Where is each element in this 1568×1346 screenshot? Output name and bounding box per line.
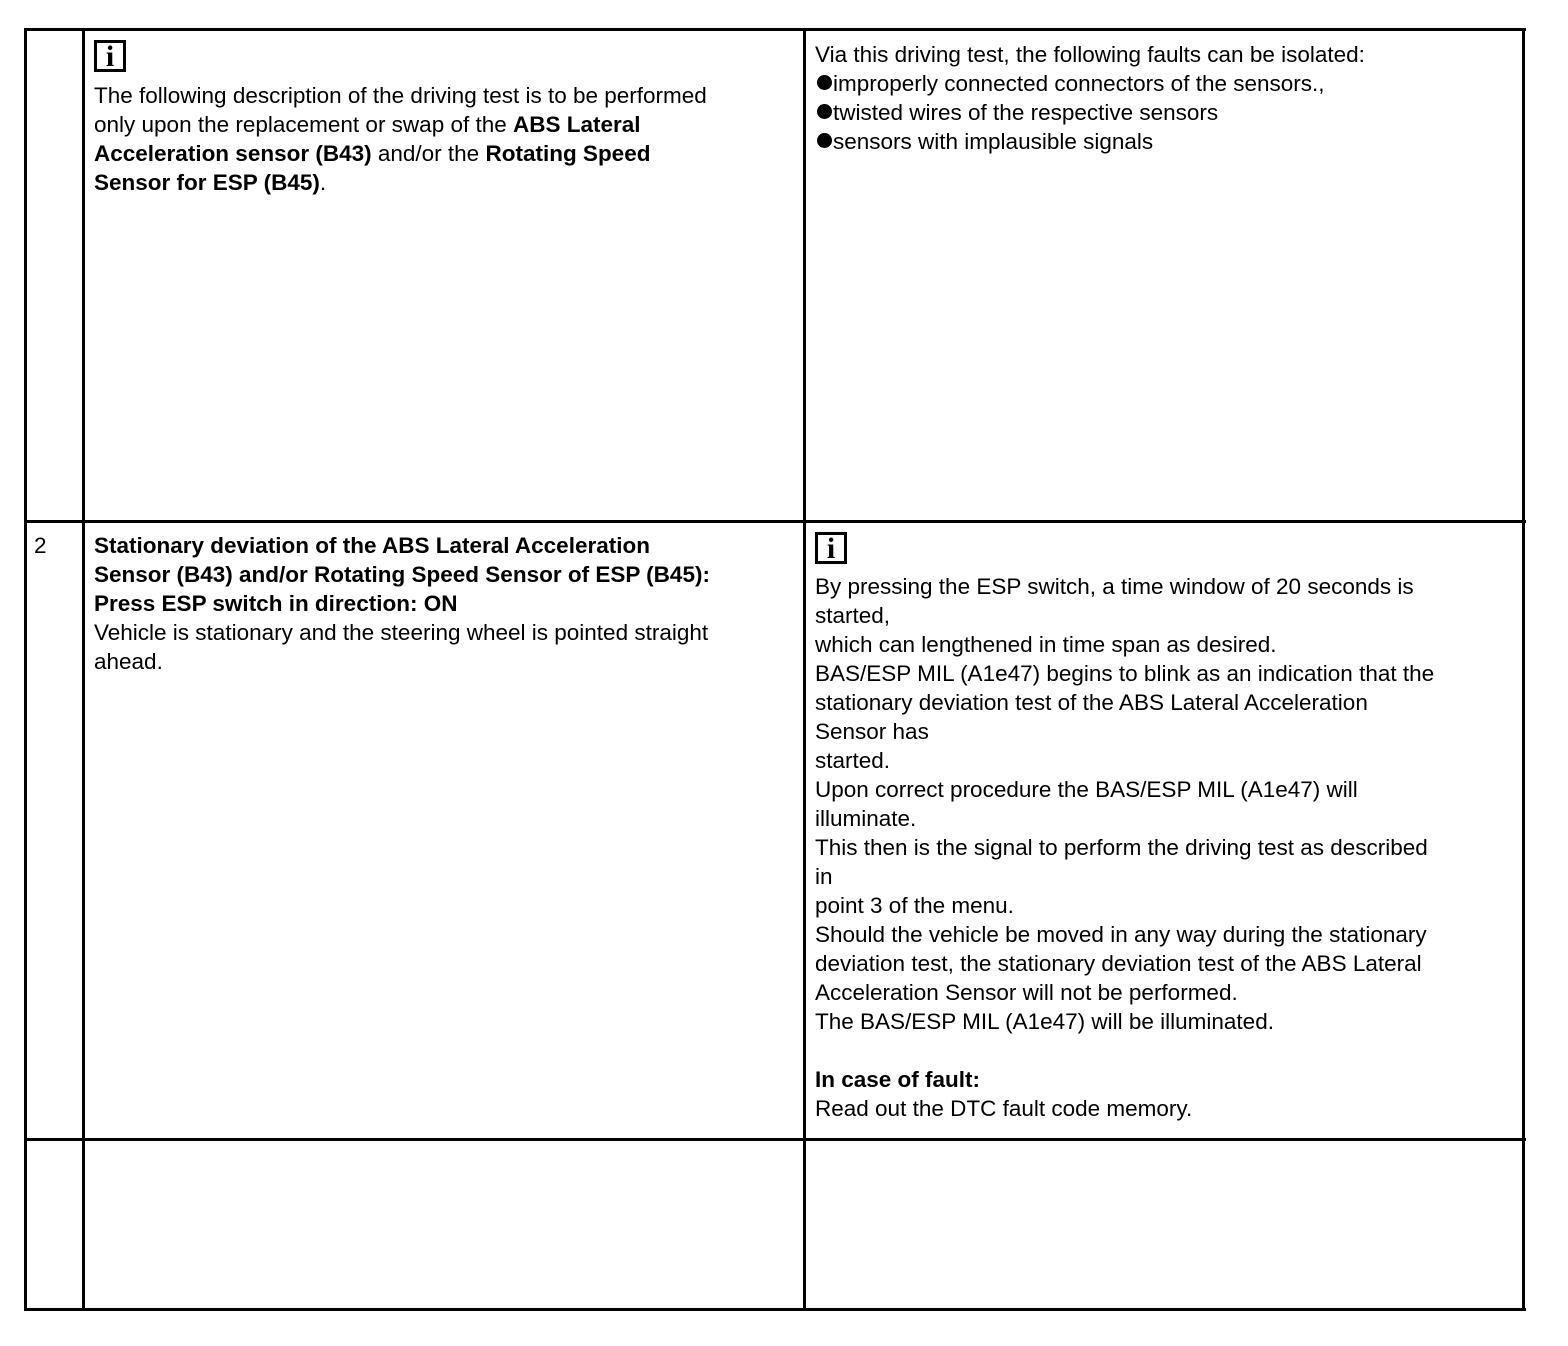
row1-description-cell [94,40,799,197]
row2-note-line: which can lengthened in time span as desired. [815,632,1277,657]
row2-heading-line: Press ESP switch in direction: ON [94,591,458,616]
row1-text-line [94,168,799,197]
fault-list-text: twisted wires of the respective sensors [833,100,1219,125]
row1-text-line [94,110,799,139]
row2-note-line: stationary deviation test of the ABS Lateral Acceleration [815,690,1368,715]
row2-note-line: in [815,864,833,889]
row1-sensor-name: Acceleration sensor (B43) [94,141,372,166]
row2-heading-line: Stationary deviation of the ABS Lateral Acceleration [94,533,650,558]
row2-note-line: point 3 of the menu. [815,893,1014,918]
row2-note-line: started, [815,603,891,628]
row2-note-line: illuminate. [815,806,917,831]
row1-sensor-name: Rotating Speed [485,141,651,166]
row1-text-line: The following description of the driving test is to be performed [94,83,707,108]
row2-note-line: The BAS/ESP MIL (A1e47) will be illuminated. [815,1009,1274,1034]
row2-note-line: BAS/ESP MIL (A1e47) begins to blink as an indication that the [815,661,1435,686]
fault-heading: In case of fault: [815,1067,981,1092]
row1-text-line [94,139,799,168]
table-rule-col1 [82,28,85,1311]
paragraph-spacer [815,1036,1515,1065]
row1-notes-intro: Via this driving test, the following faults can be isolated: [815,42,1365,67]
table-rule-top [24,28,1526,31]
fault-list-item [815,69,1515,98]
table-rule-row1-bottom [24,520,1526,523]
row1-sensor-name: Sensor for ESP (B45) [94,170,320,195]
row1-text-fragment: . [319,170,327,195]
row2-description-cell [94,531,799,676]
fault-list-text: sensors with implausible signals [833,129,1154,154]
fault-instruction: Read out the DTC fault code memory. [815,1096,1193,1121]
table-rule-col2 [803,28,806,1311]
row2-note-line: started. [815,748,891,773]
row2-note-line: This then is the signal to perform the driving test as described [815,835,1428,860]
bullet-icon [817,75,832,90]
row1-text-fragment: only upon the replacement or swap of the [94,112,514,137]
row2-note-line: Upon correct procedure the BAS/ESP MIL (A1e47) will [815,777,1358,802]
row2-text-line: Vehicle is stationary and the steering wheel is pointed straight [94,620,709,645]
table-rule-row2-bottom [24,1138,1526,1141]
table-rule-right [1522,28,1525,1311]
table-rule-bottom [24,1308,1526,1311]
bullet-icon [817,104,832,119]
row1-text-fragment: and/or the [371,141,486,166]
row2-notes-cell [815,532,1515,1123]
table-rule-left [24,28,27,1311]
info-icon: i [94,40,126,72]
row2-number: 2 [34,533,47,558]
info-icon: i [815,532,847,564]
fault-list-item [815,127,1515,156]
row2-heading-line: Sensor (B43) and/or Rotating Speed Sensor of ESP (B45): [94,562,710,587]
row1-notes-cell [815,40,1515,156]
row2-note-line: deviation test, the stationary deviation test of the ABS Lateral [815,951,1422,976]
row2-number-cell [34,531,78,560]
row2-note-line: Sensor has [815,719,929,744]
row2-text-line: ahead. [94,649,163,674]
row1-sensor-name: ABS Lateral [513,112,641,137]
row2-note-line: By pressing the ESP switch, a time window of 20 seconds is [815,574,1414,599]
bullet-icon [817,133,832,148]
fault-list-text: improperly connected connectors of the sensors., [833,71,1325,96]
row2-note-line: Acceleration Sensor will not be performed. [815,980,1238,1005]
row2-note-line: Should the vehicle be moved in any way during the stationary [815,922,1427,947]
fault-list-item [815,98,1515,127]
